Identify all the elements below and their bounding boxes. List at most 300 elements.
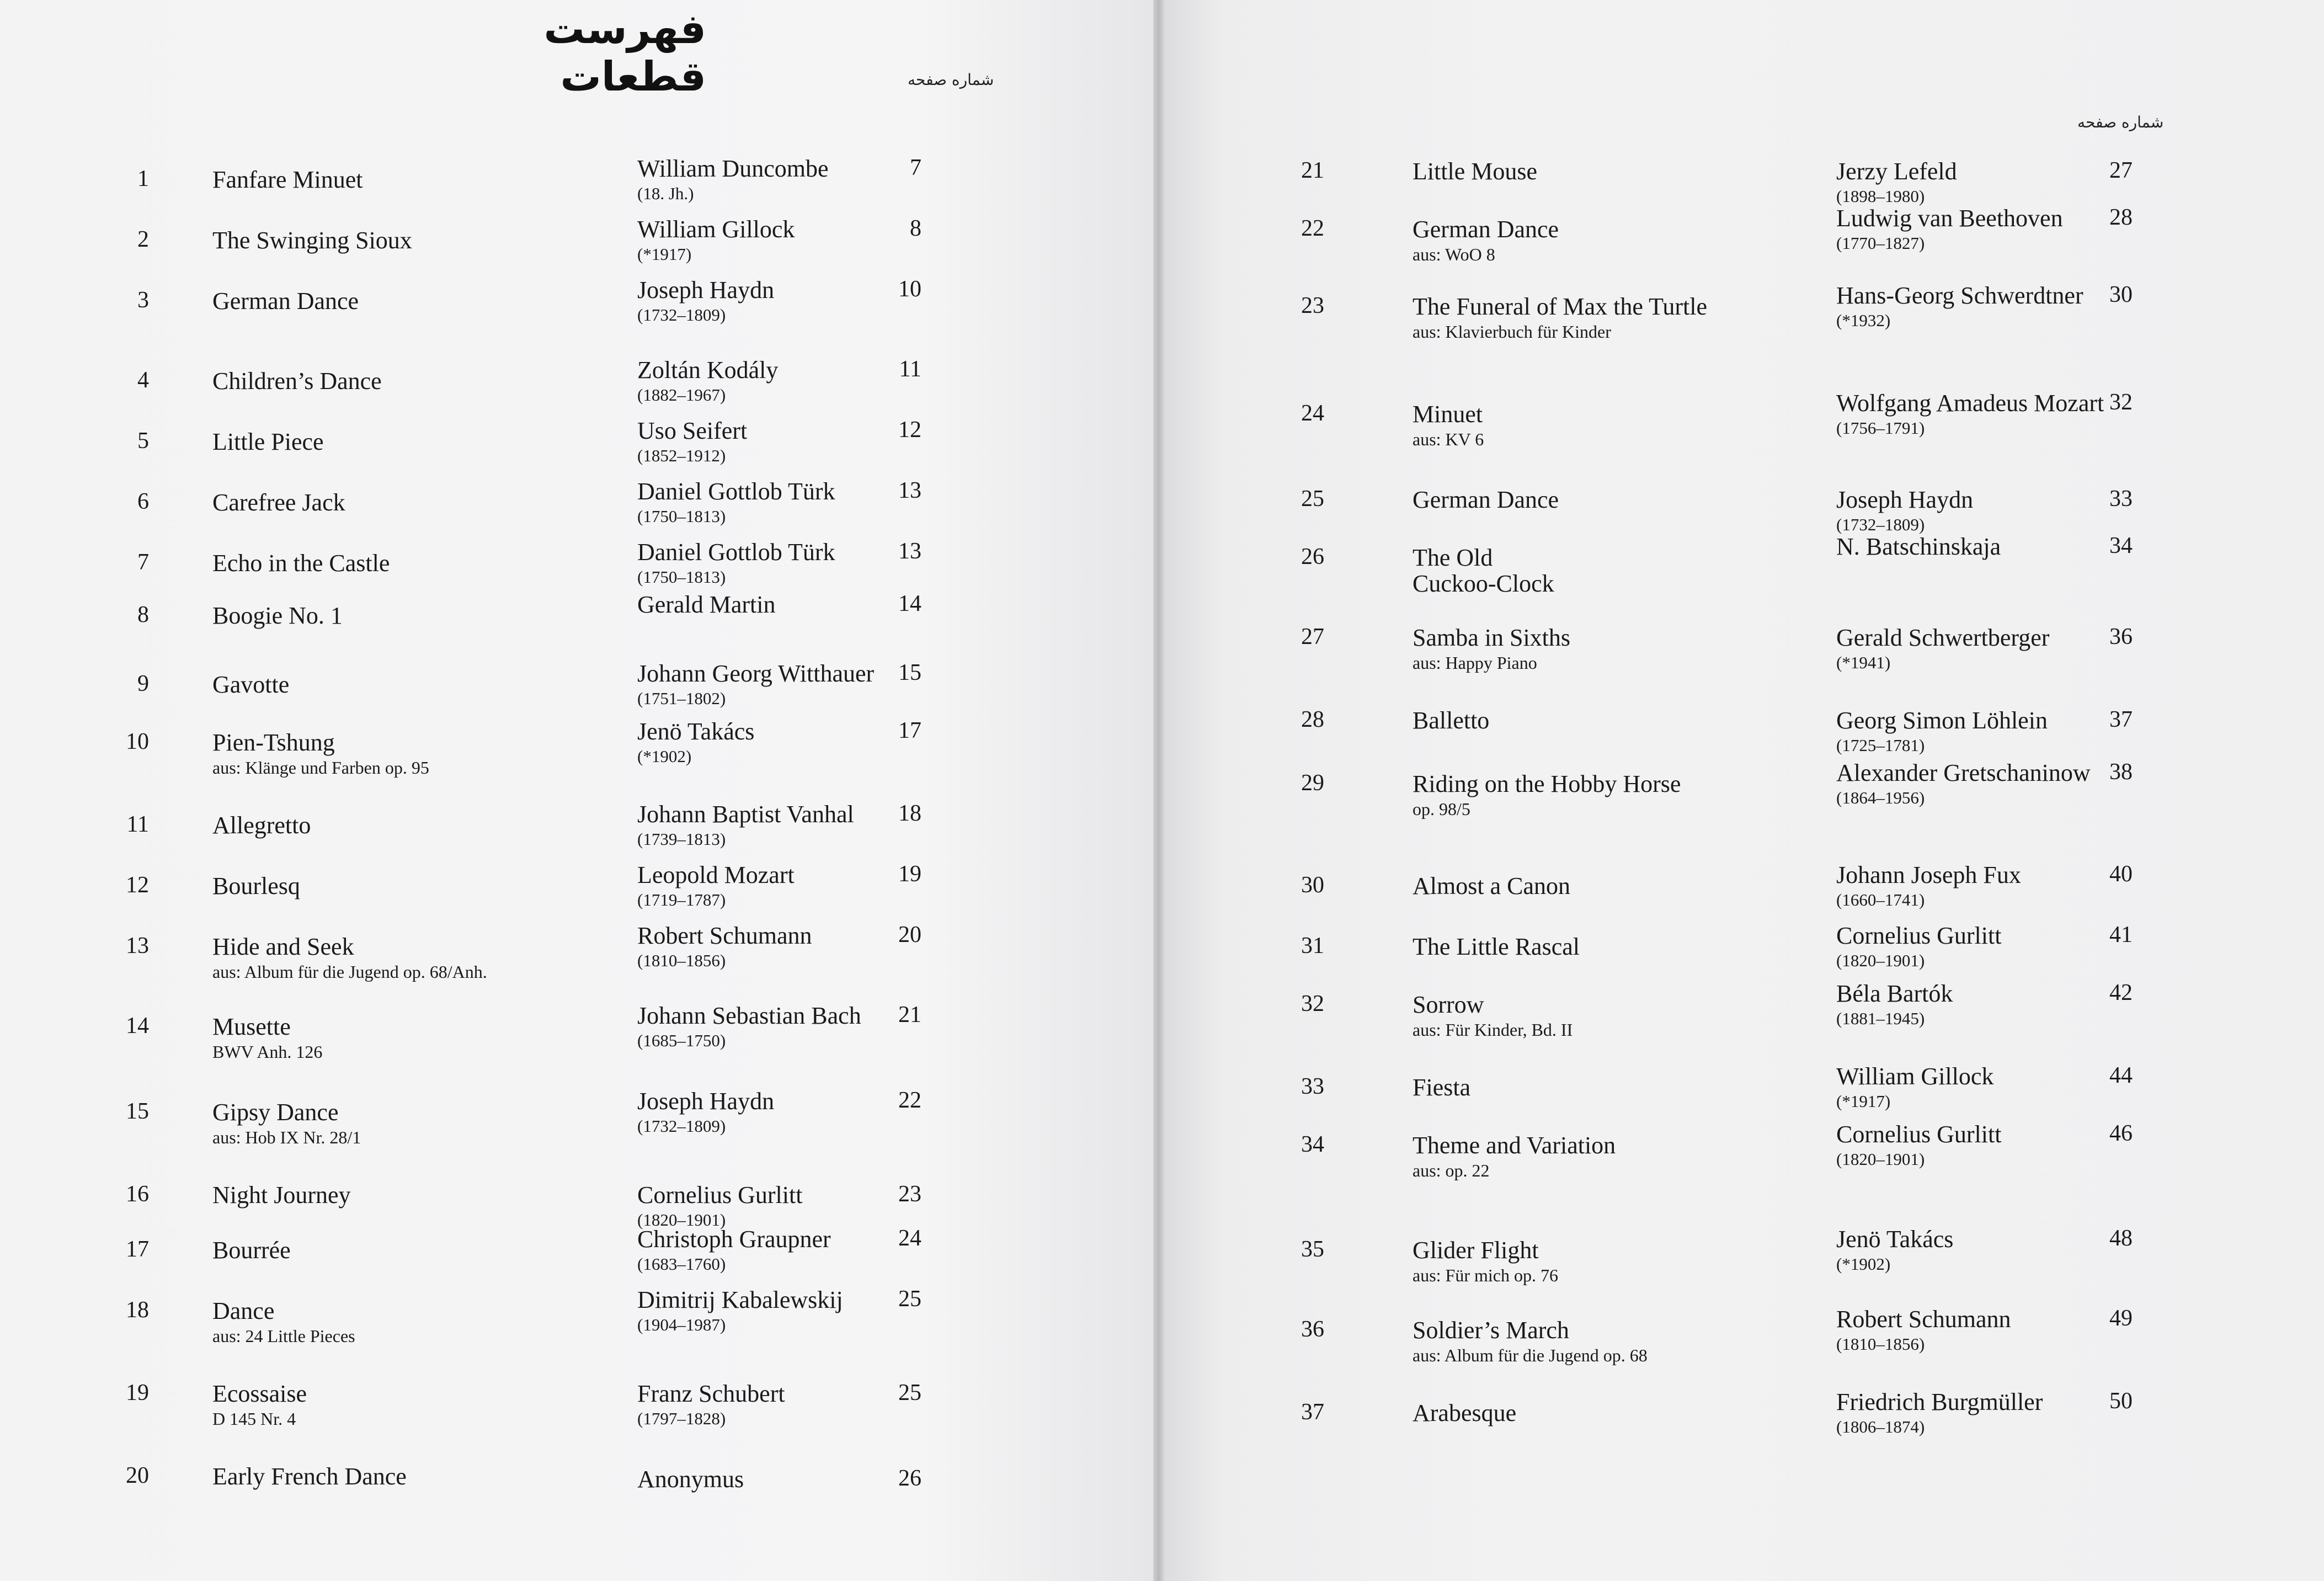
- piece-info: [212, 1297, 355, 1346]
- entry-number: 8: [137, 602, 149, 627]
- piece-title: Samba in Sixths: [1412, 624, 1571, 651]
- composer-dates: (1732–1809): [1836, 515, 1925, 534]
- page-number: 32: [2109, 390, 2133, 415]
- piece-info: [212, 428, 324, 456]
- piece-title: Fiesta: [1412, 1074, 1471, 1101]
- entry-number: 1: [137, 166, 149, 191]
- contents-entry: [1164, 706, 2324, 767]
- piece-title: Arabesque: [1412, 1399, 1517, 1426]
- piece-title: Gipsy Dance: [212, 1099, 339, 1126]
- composer-info: [1836, 1305, 2011, 1354]
- entry-number: 11: [126, 812, 149, 837]
- piece-info: [1412, 544, 1554, 598]
- piece-title: The Old: [1412, 544, 1493, 571]
- page-number: 10: [898, 276, 921, 302]
- composer-info: [637, 155, 828, 204]
- piece-title: Gavotte: [212, 671, 290, 698]
- page-number: 23: [898, 1181, 921, 1207]
- piece-info: [212, 1462, 407, 1490]
- entry-number: 19: [126, 1380, 149, 1406]
- piece-info: [1412, 1399, 1516, 1427]
- entry-number: 14: [126, 1013, 149, 1039]
- composer-name: Jenö Takács: [637, 718, 755, 745]
- composer-info: [1836, 533, 2001, 561]
- piece-title: Bourrée: [212, 1237, 291, 1264]
- piece-subtitle: Cuckoo-Clock: [1412, 570, 1554, 597]
- piece-info: [1412, 1316, 1648, 1366]
- right-page: [1164, 0, 2324, 1581]
- piece-subtitle: aus: Für Kinder, Bd. II: [1412, 1020, 1573, 1040]
- piece-subtitle: aus: Album für die Jugend op. 68: [1412, 1345, 1648, 1365]
- entry-number: 32: [1301, 991, 1324, 1016]
- page-title: فهرست قطعات: [543, 6, 706, 100]
- piece-title: Fanfare Minuet: [212, 166, 363, 193]
- piece-title: Little Piece: [212, 428, 324, 455]
- composer-name: William Duncombe: [637, 155, 829, 182]
- piece-subtitle: aus: Klavierbuch für Kinder: [1412, 322, 1611, 342]
- piece-info: [1412, 400, 1484, 450]
- page-number: 50: [2109, 1388, 2133, 1414]
- page-number: 46: [2109, 1121, 2133, 1146]
- composer-name: Johann Joseph Fux: [1836, 861, 2021, 888]
- entry-number: 4: [137, 368, 149, 393]
- composer-info: [1836, 922, 2001, 971]
- composer-dates: (1820–1901): [637, 1210, 726, 1229]
- composer-info: [1836, 157, 1957, 206]
- contents-entry: [0, 718, 1153, 789]
- entry-number: 31: [1301, 933, 1324, 959]
- piece-info: [1412, 872, 1570, 900]
- piece-title: Dance: [212, 1297, 275, 1324]
- composer-dates: (1683–1760): [637, 1254, 726, 1274]
- piece-info: [212, 1013, 322, 1062]
- contents-entry: [1164, 390, 2324, 461]
- entry-number: 36: [1301, 1317, 1324, 1342]
- composer-name: Georg Simon Löhlein: [1836, 707, 2048, 734]
- composer-info: [637, 276, 774, 325]
- contents-entry: [1164, 759, 2324, 831]
- contents-entry: [0, 155, 1153, 226]
- contents-entry: [0, 417, 1153, 488]
- piece-info: [1412, 486, 1559, 514]
- page-number: 44: [2109, 1063, 2133, 1088]
- composer-dates: (*1902): [637, 747, 692, 766]
- contents-entry: [1164, 1121, 2324, 1192]
- composer-dates: (1756–1791): [1836, 418, 1925, 438]
- composer-info: [637, 215, 795, 264]
- composer-name: Dimitrij Kabalewskij: [637, 1286, 843, 1313]
- piece-title: Soldier’s March: [1412, 1317, 1569, 1344]
- composer-info: [1836, 389, 2104, 438]
- piece-subtitle: aus: op. 22: [1412, 1161, 1490, 1180]
- entry-number: 22: [1301, 216, 1324, 241]
- contents-entry: [1164, 1226, 2324, 1297]
- composer-info: [1836, 1120, 2001, 1169]
- page-number: 20: [898, 922, 921, 947]
- piece-info: [212, 670, 289, 699]
- contents-entry: [1164, 157, 2324, 218]
- page-number: 19: [898, 861, 921, 887]
- contents-entry: [0, 539, 1153, 610]
- piece-subtitle: aus: Klänge und Farben op. 95: [212, 758, 429, 778]
- composer-dates: (1806–1874): [1836, 1417, 1925, 1436]
- composer-info: [637, 1465, 744, 1493]
- composer-info: [637, 800, 854, 849]
- composer-dates: (1820–1901): [1836, 951, 1925, 970]
- composer-name: William Gillock: [637, 216, 795, 243]
- page-number: 25: [898, 1286, 921, 1312]
- composer-name: Johann Baptist Vanhal: [637, 801, 854, 828]
- composer-dates: (1725–1781): [1836, 736, 1925, 755]
- composer-name: William Gillock: [1836, 1063, 1994, 1090]
- composer-info: [637, 1286, 843, 1335]
- contents-entry: [1164, 205, 2324, 276]
- piece-info: [212, 367, 382, 395]
- composer-dates: (*1941): [1836, 653, 1891, 672]
- piece-info: [212, 811, 311, 839]
- piece-info: [1412, 1073, 1470, 1101]
- piece-title: Almost a Canon: [1412, 872, 1570, 899]
- contents-entry: [1164, 980, 2324, 1051]
- piece-info: [1412, 991, 1573, 1040]
- composer-dates: (1852–1912): [637, 446, 726, 465]
- composer-name: Daniel Gottlob Türk: [637, 539, 835, 566]
- piece-info: [212, 1236, 291, 1264]
- piece-info: [1412, 1131, 1616, 1181]
- entry-number: 33: [1301, 1074, 1324, 1099]
- piece-subtitle: D 145 Nr. 4: [212, 1409, 296, 1429]
- entry-number: 21: [1301, 158, 1324, 183]
- piece-title: The Little Rascal: [1412, 933, 1580, 960]
- left-page: [0, 0, 1153, 1581]
- contents-entry: [0, 1226, 1153, 1297]
- composer-dates: (1685–1750): [637, 1031, 726, 1050]
- entry-number: 28: [1301, 707, 1324, 732]
- entry-number: 17: [126, 1237, 149, 1262]
- composer-name: Cornelius Gurlitt: [1836, 922, 2002, 949]
- piece-title: German Dance: [1412, 216, 1559, 243]
- composer-info: [1836, 204, 2063, 253]
- contents-entry: [0, 801, 1153, 872]
- composer-name: Johann Georg Witthauer: [637, 660, 875, 687]
- contents-entry: [1164, 1388, 2324, 1460]
- page-number: 30: [2109, 282, 2133, 307]
- composer-name: Johann Sebastian Bach: [637, 1002, 861, 1029]
- contents-entry: [0, 216, 1153, 287]
- piece-title: German Dance: [212, 288, 359, 315]
- composer-dates: (*1917): [1836, 1092, 1891, 1111]
- piece-subtitle: aus: Für mich op. 76: [1412, 1265, 1558, 1285]
- composer-dates: (1732–1809): [637, 305, 726, 324]
- composer-name: Leopold Mozart: [637, 861, 795, 888]
- composer-dates: (1820–1901): [1836, 1149, 1925, 1169]
- page-number: 13: [898, 539, 921, 564]
- composer-info: [1836, 1225, 1953, 1274]
- contents-entry: [1164, 1063, 2324, 1134]
- contents-entry: [0, 1380, 1153, 1440]
- entry-number: 16: [126, 1181, 149, 1207]
- composer-dates: (1882–1967): [637, 385, 726, 404]
- entry-number: 10: [126, 729, 149, 754]
- piece-info: [1412, 933, 1580, 961]
- composer-dates: (1732–1809): [637, 1116, 726, 1136]
- piece-info: [212, 1181, 351, 1209]
- page-number: 49: [2109, 1306, 2133, 1331]
- composer-name: Anonymus: [637, 1466, 744, 1493]
- composer-dates: (1797–1828): [637, 1409, 726, 1428]
- piece-title: Boogie No. 1: [212, 602, 343, 629]
- piece-title: Minuet: [1412, 401, 1483, 428]
- composer-dates: (1881–1945): [1836, 1009, 1925, 1028]
- piece-title: Riding on the Hobby Horse: [1412, 770, 1681, 797]
- entry-number: 23: [1301, 293, 1324, 318]
- composer-info: [637, 861, 795, 910]
- contents-entry: [0, 922, 1153, 993]
- composer-dates: (1864–1956): [1836, 788, 1925, 807]
- composer-name: Robert Schumann: [1836, 1306, 2011, 1333]
- composer-name: Franz Schubert: [637, 1380, 785, 1407]
- composer-name: Jerzy Lefeld: [1836, 158, 1957, 185]
- composer-info: [637, 1087, 774, 1136]
- entry-number: 35: [1301, 1237, 1324, 1262]
- page-number: 48: [2109, 1226, 2133, 1251]
- entry-number: 2: [137, 227, 149, 252]
- composer-name: Uso Seifert: [637, 417, 748, 444]
- piece-subtitle: BWV Anh. 126: [212, 1042, 323, 1062]
- piece-info: [212, 549, 390, 577]
- page-number: 37: [2109, 707, 2133, 732]
- piece-info: [212, 166, 363, 194]
- page-number: 14: [898, 591, 921, 616]
- page-number: 33: [2109, 486, 2133, 512]
- piece-subtitle: aus: WoO 8: [1412, 244, 1495, 264]
- composer-name: Zoltán Kodály: [637, 356, 779, 384]
- composer-info: [637, 922, 812, 971]
- piece-title: Theme and Variation: [1412, 1132, 1616, 1159]
- composer-dates: (1904–1987): [637, 1315, 726, 1334]
- composer-info: [637, 477, 835, 526]
- piece-info: [212, 287, 359, 315]
- page-number: 28: [2109, 205, 2133, 230]
- composer-dates: (1750–1813): [637, 567, 726, 587]
- page-number: 8: [910, 216, 921, 241]
- composer-info: [1836, 759, 2091, 808]
- book-gutter: [1153, 0, 1164, 1581]
- contents-entry: [1164, 486, 2324, 546]
- piece-title: Early French Dance: [212, 1463, 407, 1490]
- composer-dates: (1660–1741): [1836, 890, 1925, 909]
- composer-dates: (1750–1813): [637, 507, 726, 526]
- piece-title: Children’s Dance: [212, 368, 382, 395]
- composer-info: [1836, 486, 1973, 535]
- piece-subtitle: aus: KV 6: [1412, 429, 1484, 449]
- piece-subtitle: aus: Hob IX Nr. 28/1: [212, 1127, 361, 1147]
- contents-entry: [0, 591, 1153, 662]
- composer-dates: (1739–1813): [637, 829, 726, 849]
- piece-title: The Swinging Sioux: [212, 227, 412, 254]
- page-number: 13: [898, 478, 921, 503]
- page-number: 17: [898, 718, 921, 743]
- piece-info: [212, 1098, 361, 1148]
- contents-entry: [1164, 861, 2324, 933]
- page-number: 25: [898, 1380, 921, 1406]
- entry-number: 18: [126, 1297, 149, 1323]
- composer-name: Robert Schumann: [637, 922, 812, 949]
- contents-entry: [0, 1002, 1153, 1073]
- entry-number: 12: [126, 872, 149, 898]
- composer-info: [637, 1225, 831, 1274]
- composer-dates: (*1917): [637, 244, 692, 264]
- contents-entry: [1164, 624, 2324, 684]
- contents-entry: [1164, 533, 2324, 604]
- piece-title: Sorrow: [1412, 991, 1484, 1018]
- composer-name: Ludwig van Beethoven: [1836, 205, 2063, 232]
- composer-name: Hans-Georg Schwerdtner: [1836, 282, 2083, 309]
- contents-entry: [0, 478, 1153, 549]
- entry-number: 34: [1301, 1132, 1324, 1157]
- contents-entry: [0, 1181, 1153, 1242]
- page-number: 34: [2109, 533, 2133, 558]
- composer-dates: (1719–1787): [637, 890, 726, 909]
- composer-dates: (1751–1802): [637, 689, 726, 708]
- composer-info: [637, 1380, 785, 1429]
- composer-info: [637, 417, 747, 466]
- composer-info: [637, 659, 874, 709]
- contents-entry: [1164, 282, 2324, 353]
- entry-number: 29: [1301, 770, 1324, 796]
- page-number-column-header: شماره صفحه: [2077, 113, 2164, 131]
- page-number: 40: [2109, 861, 2133, 887]
- composer-info: [1836, 281, 2083, 331]
- page-number: 18: [898, 801, 921, 826]
- piece-info: [1412, 215, 1559, 265]
- contents-entry: [1164, 1306, 2324, 1377]
- entry-number: 7: [137, 550, 149, 575]
- composer-name: Daniel Gottlob Türk: [637, 478, 835, 505]
- entry-number: 27: [1301, 624, 1324, 650]
- composer-info: [1836, 624, 2049, 673]
- piece-title: Glider Flight: [1412, 1237, 1539, 1264]
- composer-name: Gerald Martin: [637, 591, 776, 618]
- composer-dates: (1810–1856): [1836, 1334, 1925, 1354]
- piece-title: Pien-Tshung: [212, 729, 335, 756]
- piece-info: [1412, 157, 1537, 185]
- composer-name: Gerald Schwertberger: [1836, 624, 2050, 651]
- entry-number: 26: [1301, 544, 1324, 569]
- page-number: 12: [898, 417, 921, 443]
- page-number: 24: [898, 1226, 921, 1251]
- entry-number: 37: [1301, 1399, 1324, 1425]
- page-number-column-header: شماره صفحه: [908, 71, 994, 89]
- piece-title: Night Journey: [212, 1181, 351, 1209]
- composer-name: Wolfgang Amadeus Mozart: [1836, 390, 2104, 417]
- entry-number: 5: [137, 428, 149, 454]
- contents-entry: [0, 660, 1153, 731]
- composer-name: N. Batschinskaja: [1836, 533, 2001, 560]
- composer-name: Friedrich Burgmüller: [1836, 1388, 2043, 1415]
- piece-info: [1412, 770, 1681, 819]
- piece-info: [1412, 1236, 1558, 1286]
- composer-info: [637, 1002, 861, 1051]
- composer-dates: (1810–1856): [637, 951, 726, 970]
- composer-info: [637, 590, 775, 619]
- composer-info: [1836, 861, 2021, 910]
- contents-entry: [0, 861, 1153, 933]
- entry-number: 13: [126, 933, 149, 959]
- piece-title: Balletto: [1412, 707, 1490, 734]
- composer-dates: (*1902): [1836, 1254, 1891, 1274]
- entry-number: 6: [137, 489, 149, 514]
- page-number: 11: [899, 356, 921, 382]
- piece-subtitle: aus: 24 Little Pieces: [212, 1326, 355, 1346]
- page-number: 26: [898, 1466, 921, 1491]
- piece-title: Ecossaise: [212, 1380, 307, 1407]
- piece-title: Musette: [212, 1013, 291, 1040]
- composer-info: [637, 356, 778, 405]
- contents-entry: [0, 1462, 1153, 1523]
- composer-dates: (18. Jh.): [637, 184, 694, 203]
- piece-title: Little Mouse: [1412, 158, 1538, 185]
- composer-name: Jenö Takács: [1836, 1226, 1954, 1253]
- composer-name: Christoph Graupner: [637, 1226, 831, 1253]
- entry-number: 30: [1301, 872, 1324, 898]
- entry-number: 9: [137, 671, 149, 696]
- contents-entry: [0, 1088, 1153, 1159]
- composer-name: Joseph Haydn: [637, 276, 775, 304]
- piece-title: Allegretto: [212, 812, 311, 839]
- composer-dates: (1898–1980): [1836, 187, 1925, 206]
- piece-info: [212, 488, 345, 517]
- piece-info: [1412, 706, 1489, 734]
- piece-info: [212, 728, 429, 778]
- contents-entry: [0, 1286, 1153, 1358]
- composer-info: [1836, 980, 1953, 1029]
- contents-entry: [0, 276, 1153, 348]
- page-number: 27: [2109, 158, 2133, 183]
- composer-name: Cornelius Gurlitt: [637, 1181, 803, 1209]
- entry-number: 20: [126, 1463, 149, 1488]
- composer-name: Cornelius Gurlitt: [1836, 1121, 2002, 1148]
- piece-info: [212, 226, 412, 254]
- page-number: 42: [2109, 980, 2133, 1005]
- piece-info: [212, 601, 343, 630]
- page-number: 22: [898, 1088, 921, 1113]
- piece-info: [212, 1380, 307, 1429]
- entry-number: 24: [1301, 401, 1324, 426]
- composer-name: Béla Bartók: [1836, 980, 1953, 1007]
- entry-number: 3: [137, 288, 149, 313]
- page-number: 15: [898, 660, 921, 685]
- page-number: 38: [2109, 759, 2133, 785]
- entry-number: 25: [1301, 486, 1324, 512]
- piece-title: Bourlesq: [212, 872, 300, 899]
- piece-info: [212, 872, 300, 900]
- page-number: 41: [2109, 922, 2133, 947]
- page-number: 7: [910, 155, 921, 180]
- composer-name: Alexander Gretschaninow: [1836, 759, 2091, 786]
- composer-info: [1836, 1062, 1993, 1111]
- contents-entry: [0, 356, 1153, 428]
- composer-name: Joseph Haydn: [637, 1088, 775, 1115]
- piece-subtitle: aus: Happy Piano: [1412, 653, 1537, 673]
- composer-info: [637, 717, 754, 766]
- piece-subtitle: aus: Album für die Jugend op. 68/Anh.: [212, 962, 487, 982]
- composer-info: [637, 1181, 802, 1230]
- piece-info: [1412, 624, 1570, 673]
- contents-entry: [1164, 922, 2324, 993]
- piece-info: [1412, 292, 1707, 342]
- piece-subtitle: op. 98/5: [1412, 799, 1470, 819]
